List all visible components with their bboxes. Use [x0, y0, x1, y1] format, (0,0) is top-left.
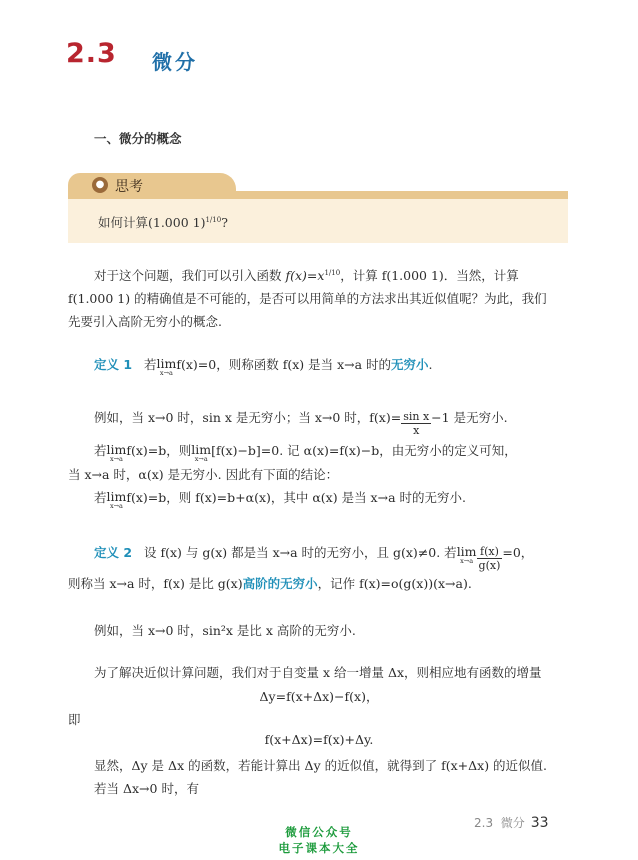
para1-line2: f(1.000 1) 的精确值是不可能的，是否可以用简单的方法求出其近似值呢？为此，我们: [68, 291, 547, 306]
equation-f-plus: f(x+Δx)=f(x)+Δy.: [264, 732, 374, 747]
para3-line2: 显然，Δy 是 Δx 的函数，若能计算出 Δy 的近似值，就得到了 f(x+Δx) 的近似值.: [94, 758, 548, 773]
watermark-line2: 电子课本大全: [278, 841, 360, 855]
para2-line1: 若lim x→a f(x)=b，则lim x→a [f(x)−b]=0. 记 α(x)=f(x)−b，由无穷小的定义可知，: [94, 441, 517, 463]
definition-2-line2: 则称当 x→a 时，f(x) 是比 g(x)高阶的无穷小，记作 f(x)=o(g(x))(x→a).: [68, 576, 472, 591]
para1-line1: 对于这个问题，我们可以引入函数 $f(x)=x^{1/10}$，计算 f(1.000 1)．当然，计算: [94, 268, 519, 283]
para3-ji: 即: [68, 712, 81, 727]
page-number: 33: [530, 815, 549, 831]
page-footer: 2.3 微分 33: [474, 815, 549, 831]
definition-1: 定义 1 若lim x→a f(x)=0，则称函数 f(x) 是当 x→a 时的无穷小.: [94, 355, 433, 377]
section-number: 2.3: [66, 38, 117, 69]
think-box: [68, 173, 568, 243]
definition-2: 定义 2 设 f(x) 与 g(x) 都是当 x→a 时的无穷小，且 g(x)≠0. 若lim x→a $\frac{f(x)}{g(x)}$ =0，: [94, 543, 534, 572]
para1-line3: 先要引入高阶无穷小的概念.: [68, 314, 222, 329]
para3-line3: 若当 Δx→0 时，有: [94, 781, 199, 796]
lightbulb-icon: ●: [92, 177, 108, 193]
watermark-line1: 微信公众号: [285, 825, 353, 839]
para2-line2: 当 x→a 时，α(x) 是无穷小. 因此有下面的结论：: [68, 467, 339, 482]
example-1: 例如，当 x→0 时，sin x 是无穷小；当 x→0 时，f(x)= $\frac{\text{sin x}}{x}$ −1 是无穷小.: [94, 409, 508, 437]
para2-line3: 若lim x→a f(x)=b，则 f(x)=b+α(x)，其中 α(x) 是当 x→a 时的无穷小.: [94, 488, 466, 510]
subsection-heading: 一、微分的概念: [94, 131, 182, 146]
equation-delta-y: Δy=f(x+Δx)−f(x)，: [259, 689, 379, 704]
example-2: 例如，当 x→0 时，sin²x 是比 x 高阶的无穷小.: [94, 623, 356, 638]
think-label: 思考: [115, 179, 143, 195]
think-question: 如何计算(1.000 1)$^{1/10}$?: [98, 215, 228, 230]
section-title: 微分: [152, 50, 198, 74]
para3-line1: 为了解决近似计算问题，我们对于自变量 x 给一增量 Δx，则相应地有函数的增量: [94, 665, 542, 680]
